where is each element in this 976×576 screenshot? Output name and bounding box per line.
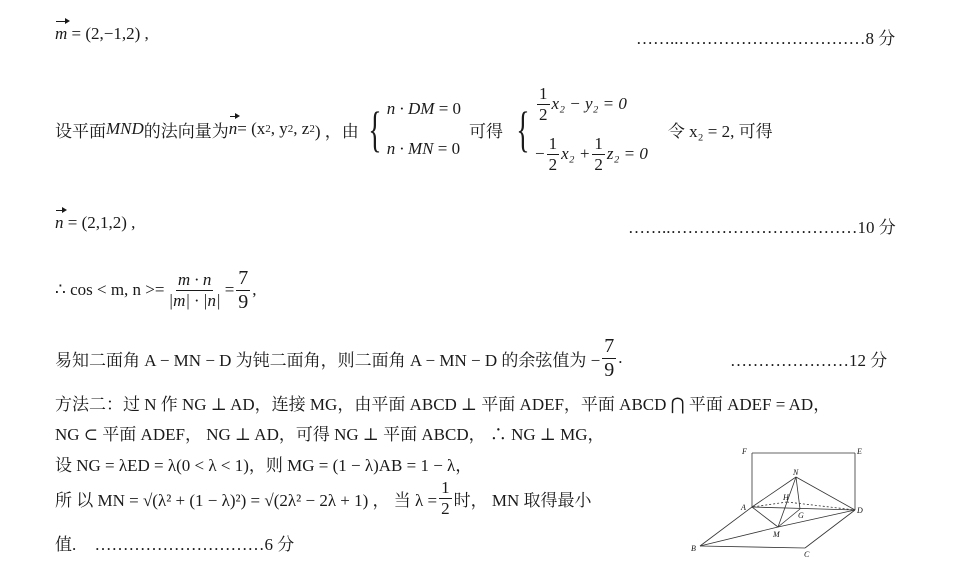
- n-vector-line: [55, 213, 135, 233]
- method2-line5: [55, 530, 294, 555]
- n-tuple-y: , y: [270, 119, 288, 138]
- label-M: M: [773, 530, 780, 539]
- cos-value: $\frac{7}{9}$: [238, 266, 249, 313]
- label-C: C: [804, 550, 810, 559]
- system-2-eq1: $\frac{1}{2}$ x₂ − y₂ = 0: [539, 83, 627, 124]
- system-1-eq1: n · DM = 0: [386, 99, 462, 118]
- dihedral-text: 易知二面角 A − MN − D 为钝二面角，则二面角 A − MN − D 的余弦值为 −: [55, 350, 601, 370]
- dihedral-tail: .: [618, 348, 623, 367]
- system-2-eq2: − $\frac{1}{2}$ x₂ + $\frac{1}{2}$ z₂ = 0: [535, 133, 648, 174]
- dihedral-fraction: $\frac{7}{9}$: [604, 334, 615, 381]
- dihedral-line: [55, 333, 622, 383]
- n-tuple-start: = (x: [237, 119, 266, 138]
- cos-eq: =: [224, 280, 235, 299]
- m-value: = (2,−1,2) ,: [71, 24, 149, 43]
- n-symbol-2: n: [55, 213, 64, 232]
- value-text: 值.: [55, 535, 77, 554]
- plane-name: MND: [106, 119, 144, 138]
- label-G: G: [798, 511, 804, 520]
- geometry-figure: [690, 440, 880, 570]
- label-H: H: [783, 493, 789, 502]
- text-mid: 的法向量为: [143, 121, 229, 141]
- cos-tail: ,: [252, 280, 257, 299]
- n-tuple-close: ) ，由: [314, 121, 359, 141]
- system-1: [387, 89, 461, 169]
- method2-line1: 方法二：过 N 作 NG ⊥ AD，连接 MG，由平面 ABCD ⊥ 平面 ADEF，平面 ABCD ⋂ 平面 ADEF = AD，: [55, 395, 831, 414]
- label-N: N: [793, 468, 799, 477]
- text-keyi: 可得: [469, 121, 504, 141]
- left-brace-1: {: [368, 101, 382, 157]
- method2-line3: 设 NG = λED = λ(0 < λ < 1)，则 MG = (1 − λ)AB = 1 − λ，: [55, 456, 473, 475]
- lambda-fraction: $\frac{1}{2}$: [441, 477, 450, 518]
- method2-line2: NG ⊂ 平面 ADEF， NG ⊥ AD，可得 NG ⊥ 平面 ABCD， ∴ NG ⊥ MG，: [55, 425, 605, 444]
- system-2: [535, 79, 648, 179]
- plane-mnd-line: 设平面 MND 的法向量为 n = (x 2 , y 2 , z 2 ) ，由 { n · DM = 0 n · MN = 0 可得 { $\frac{1}{2}$ x₂ − y₂ = 0 − $\frac{1}{2}$ x₂ + $\frac{1}{2}$ z₂ = 0 令 x₂ = 2, 可得: [55, 74, 773, 184]
- n-tuple-z: , z: [293, 119, 310, 138]
- left-brace-2: {: [516, 101, 530, 157]
- cos-line: [55, 258, 257, 322]
- n-value: = (2,1,2) ,: [67, 213, 136, 232]
- score-6: …………………………6 分: [94, 535, 295, 554]
- text-intro: 设平面: [55, 121, 106, 141]
- n-symbol: n: [228, 119, 238, 138]
- min-text: 时， MN 取得最小: [453, 490, 592, 510]
- m-symbol: m: [55, 24, 68, 43]
- system-1-eq2: n · MN = 0: [386, 139, 461, 158]
- label-E: E: [857, 447, 862, 456]
- cos-prefix: ∴ cos < m, n >=: [55, 280, 165, 299]
- method2-line4: [55, 476, 592, 520]
- cos-fraction: $\frac{m \cdot n}{|m| \cdot |n|}$: [168, 269, 221, 310]
- label-A: A: [741, 503, 746, 512]
- score-12: …………………12 分: [730, 351, 888, 370]
- mn-expression: 所 以 MN = √(λ² + (1 − λ)²) = √(2λ² − 2λ + 1) ， 当 λ =: [55, 490, 438, 510]
- m-vector-line: [55, 24, 149, 44]
- label-F: F: [742, 447, 747, 456]
- label-D: D: [857, 506, 863, 515]
- label-B: B: [691, 544, 696, 553]
- score-10: ……..……………………………10 分: [628, 218, 896, 237]
- score-8: ……..……………………………8 分: [636, 29, 896, 48]
- text-ling: 令 x₂ = 2, 可得: [667, 121, 773, 141]
